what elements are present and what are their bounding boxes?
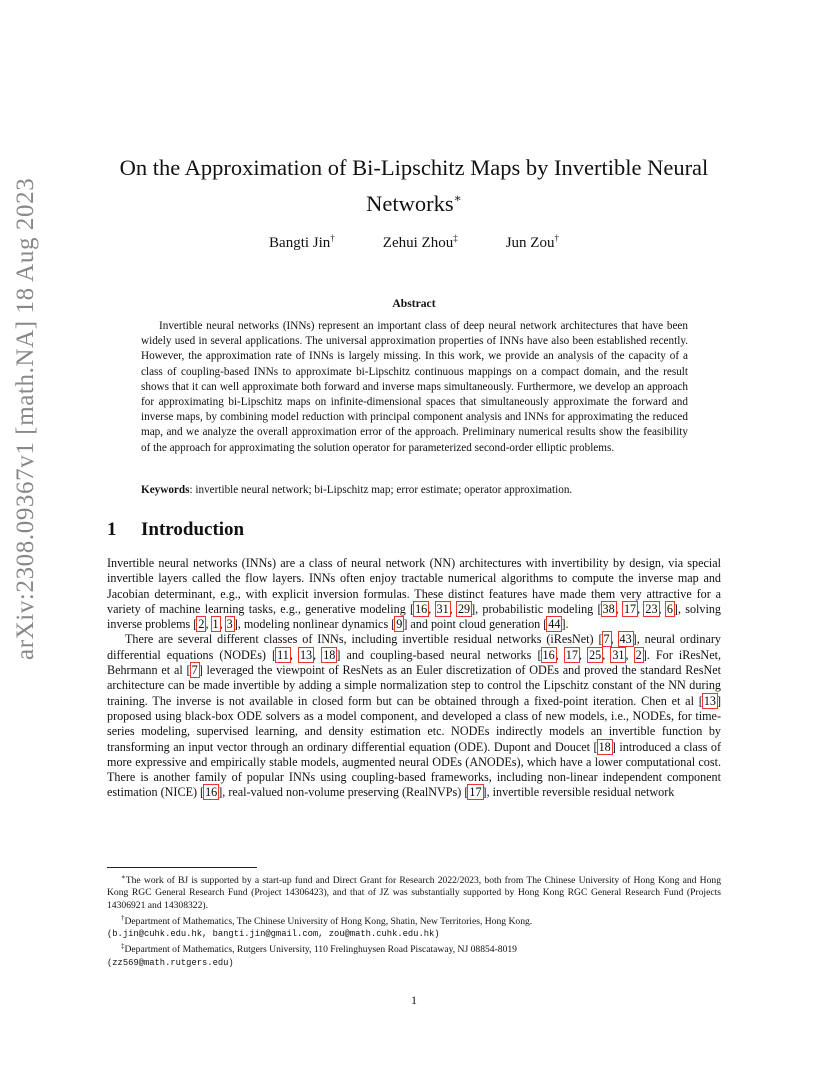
arxiv-identifier-stamp: arXiv:2308.09367v1 [math.NA] 18 Aug 2023	[12, 177, 39, 660]
citation-link[interactable]: 18	[598, 739, 611, 754]
introduction-body	[107, 556, 721, 801]
citation-link[interactable]: 25	[589, 647, 602, 662]
citation-link[interactable]: 1	[212, 617, 219, 632]
citation-link[interactable]: 38	[602, 601, 615, 616]
section-title: Introduction	[141, 519, 245, 540]
paragraph-text: ,	[289, 647, 299, 662]
citation-link[interactable]: 2	[198, 617, 205, 632]
paragraph-text: There are several different classes of INNs, including invertible residual networks (iResNet) [	[125, 632, 603, 647]
paragraph-text: ,	[625, 647, 635, 662]
citation-link[interactable]: 23	[645, 601, 658, 616]
paragraph-text: ]. For iResNet, Behrmann et al [	[107, 647, 721, 678]
page-number: 1	[411, 993, 417, 1007]
citation-link[interactable]: 7	[603, 632, 610, 647]
footnote-rule	[107, 867, 257, 868]
paper-title	[107, 153, 721, 219]
paragraph-text: ,	[219, 617, 226, 632]
paragraph-text: ,	[449, 601, 457, 616]
abstract-heading: Abstract	[392, 297, 436, 310]
citation-link[interactable]: 31	[612, 647, 625, 662]
paragraph-text: ], modeling nonlinear dynamics [	[233, 617, 396, 632]
paragraph-text: ] introduced a class of more expressive and empirically stable models, augmented neural ODEs (ANODEs), which have a lower computational cost. There is another family of popular INNs using coupling-based frameworks, including non-linear independent component estimation (NICE) [	[107, 739, 721, 800]
citation-link[interactable]: 31	[436, 601, 449, 616]
citation-link[interactable]: 16	[415, 601, 428, 616]
footnote-email-rutgers[interactable]: (zz569@math.rutgers.edu)	[107, 957, 234, 968]
citation-link[interactable]: 17	[469, 785, 482, 800]
paragraph-text: ,	[313, 647, 323, 662]
paragraph-text: ] and point cloud generation [	[403, 617, 548, 632]
citation-link[interactable]: 9	[396, 617, 403, 632]
paragraph-text: ,	[637, 601, 645, 616]
paragraph-text: ,	[578, 647, 589, 662]
author-1: Bangti Jin†	[269, 233, 335, 251]
paragraph-text: ] and coupling-based neural networks [	[336, 647, 542, 662]
intro-paragraph-2	[107, 632, 721, 800]
footnote-funding: ∗The work of BJ is supported by a start-up fund and Direct Grant for Research 2022/2023, both from The Chinese University of Hong Kong and Hong Kong RGC General Research Fund (Project 14306423), and that of JZ was substantially supported by Hong Kong RGC General Research Fund (Projects 14306921 and 14308322).	[107, 873, 721, 911]
paragraph-text: ,	[555, 647, 565, 662]
keywords-label: Keywords	[141, 484, 190, 496]
citation-link[interactable]: 17	[623, 601, 637, 616]
paragraph-text: ], probabilistic modeling [	[471, 601, 602, 616]
title-footnote-mark[interactable]: ∗	[453, 191, 462, 205]
section-heading-introduction	[107, 519, 244, 541]
keywords-text: : invertible neural network; bi-Lipschitz map; error estimate; operator approximation.	[189, 484, 573, 496]
citation-link[interactable]: 13	[299, 647, 313, 662]
citation-link[interactable]: 17	[565, 647, 578, 662]
paragraph-text: ], solving inverse problems [	[107, 601, 722, 632]
citation-link[interactable]: 7	[191, 663, 198, 678]
citation-link[interactable]: 29	[457, 601, 471, 616]
paragraph-text: ], invertible reversible residual network	[482, 785, 675, 800]
footnotes	[107, 871, 721, 969]
paragraph-text: ].	[561, 617, 569, 632]
citation-link[interactable]: 2	[635, 647, 642, 662]
author-2: Zehui Zhou‡	[382, 233, 458, 251]
citation-link[interactable]: 11	[277, 647, 289, 662]
section-number: 1	[107, 519, 117, 540]
footnote-affiliation-cuhk: †Department of Mathematics, The Chinese University of Hong Kong, Shatin, New Territories, Hong Kong. (b.jin@cuhk.edu.hk, bangti.jin@gmail.com, zou@math.cuhk.edu.hk)	[107, 913, 533, 940]
citation-link[interactable]: 43	[619, 632, 632, 647]
title-line-1: On the Approximation of Bi-Lipschitz Maps by Invertible Neural	[119, 155, 709, 180]
paragraph-text: ] proposed using black-box ODE solvers as a model component, and developed a class of new models, i.e., NODEs, for time-series modeling, supervised learning, and density estimation etc. NODEs indirectly models an invertible function by transforming an input vector through an ordinary differential equation (ODE). Dupont and Doucet [	[107, 693, 721, 754]
paragraph-text: ] leveraged the viewpoint of ResNets as an Euler discretization of ODEs and proved the standard ResNet architecture can be made invertible by adding a simple normalization step to control the Lipschitz constant of the NN during training. The inverse is not available in closed form but can be obtained through a fixed-point iteration. Chen et al [	[107, 663, 721, 708]
paragraph-text: ,	[205, 617, 212, 632]
paragraph-text: ,	[615, 601, 623, 616]
paragraph-text: Invertible neural networks (INNs) are a class of neural network (NN) architectures with invertibility by design, via special invertible layers called the flow layers. INNs often enjoy tractable numerical algorithms to compute the inverse map and Jacobian determinant, e.g., with explicit inversion formulas. These distinct features have made them very attractive for a variety of machine learning tasks, e.g., generative modeling [	[107, 556, 721, 616]
paragraph-text: ,	[428, 601, 436, 616]
footnote-emails-cuhk[interactable]: (b.jin@cuhk.edu.hk, bangti.jin@gmail.com, zou@math.cuhk.edu.hk)	[107, 929, 440, 940]
paragraph-text: ,	[610, 632, 619, 647]
abstract-text: Invertible neural networks (INNs) represent an important class of deep neural network architectures that have been widely used in several applications. The universal approximation properties of INNs have also been established recently. However, the approximation rate of INNs is largely missing. In this work, we provide an analysis of the capacity of a class of coupling-based INNs to approximate bi-Lipschitz continuous mappings on a compact domain, and the result shows that it can well approximate both forward and inverse maps simultaneously. Furthermore, we develop an approach for approximating bi-Lipschitz maps on infinite-dimensional spaces that simultaneously approximate the forward and inverse maps, by combining model reduction with principal component analysis and INNs for approximating the reduced map, and we analyze the overall approximation error of the approach. Preliminary numerical results show the feasibility of the approach for approximating the solution operator for parameterized second-order elliptic problems.	[141, 320, 688, 454]
paragraph-text: ], neural ordinary differential equations (NODEs) [	[107, 632, 721, 662]
intro-paragraph-1	[107, 556, 721, 632]
citation-link[interactable]: 13	[703, 693, 716, 708]
paragraph-text: ], real-valued non-volume preserving (RealNVPs) [	[218, 785, 469, 800]
title-line-2: Networks	[366, 191, 454, 216]
citation-link[interactable]: 18	[323, 647, 336, 662]
paragraph-text: ,	[658, 601, 666, 616]
citation-link[interactable]: 16	[205, 785, 218, 800]
paragraph-text: ,	[602, 647, 612, 662]
citation-link[interactable]: 3	[226, 617, 233, 632]
author-3: Jun Zou†	[505, 233, 559, 251]
citation-link[interactable]: 44	[548, 617, 561, 632]
footnote-affiliation-rutgers: ‡Department of Mathematics, Rutgers University, 110 Frelinghuysen Road Piscataway, NJ 08854-8019 (zz569@math.rutgers.edu)	[107, 942, 517, 968]
keywords-line	[141, 483, 701, 498]
citation-link[interactable]: 16	[542, 647, 555, 662]
author-list	[107, 233, 721, 252]
citation-link[interactable]: 6	[666, 601, 673, 616]
